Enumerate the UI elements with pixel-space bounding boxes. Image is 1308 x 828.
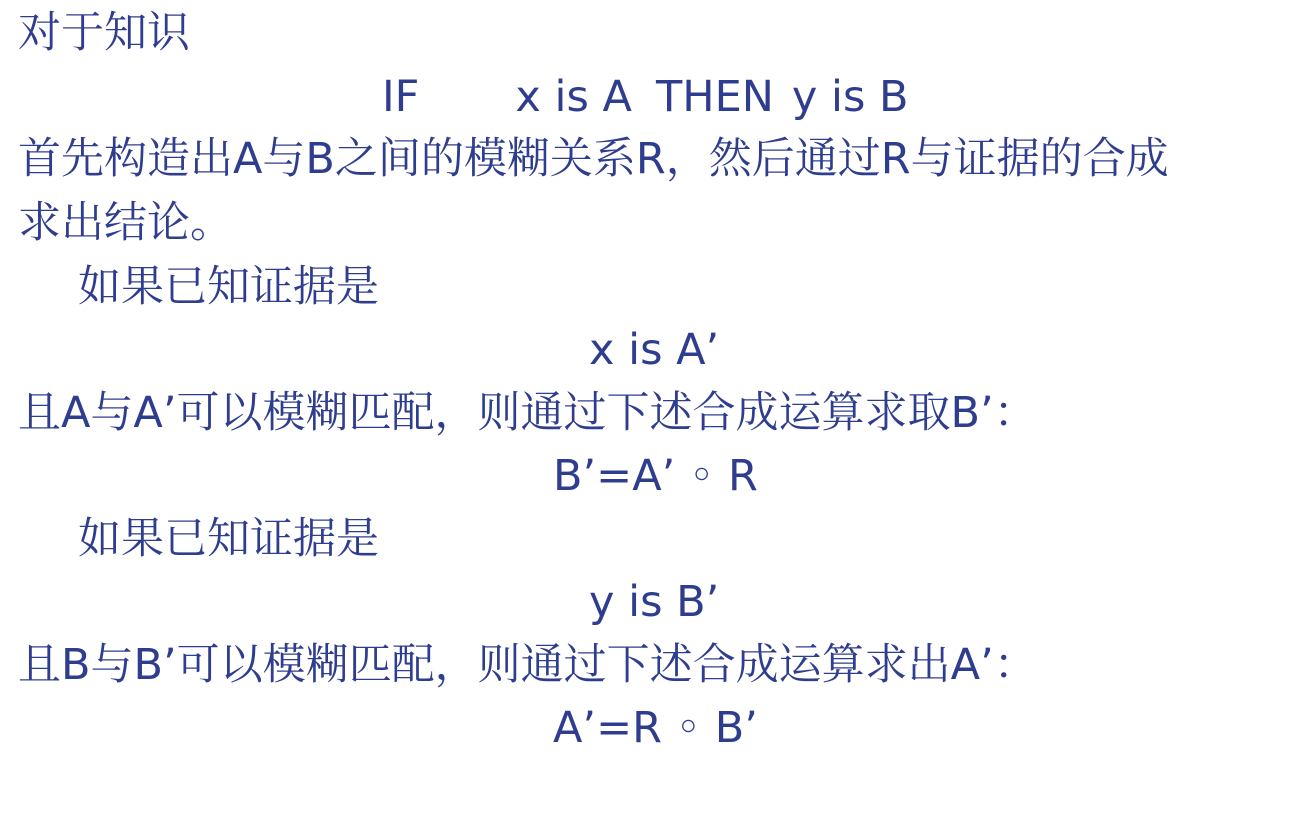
rule-if-keyword: IF [382,72,420,122]
rule-premise: x is A [515,72,632,122]
rule-then-keyword: THEN [655,72,774,122]
case2-formula: A’=R ◦ B’ [553,703,758,753]
intro-line-1: 首先构造出A与B之间的模糊关系R，然后通过R与证据的合成 [18,134,1169,184]
case2-lead: 如果已知证据是 [78,514,379,564]
intro-line-2: 求出结论。 [18,198,233,248]
case2-evidence: y is B’ [589,577,720,627]
case1-lead: 如果已知证据是 [78,262,379,312]
rule-conclusion: y is B [791,72,909,122]
case1-description: 且A与A’可以模糊匹配，则通过下述合成运算求取B’： [18,388,1037,438]
case1-evidence: x is A’ [589,325,720,375]
rule-statement [382,68,909,126]
case2-description: 且B与B’可以模糊匹配，则通过下述合成运算求出A’： [18,640,1037,690]
case1-formula: B’=A’ ◦ R [553,451,758,501]
heading-text: 对于知识 [18,8,190,58]
